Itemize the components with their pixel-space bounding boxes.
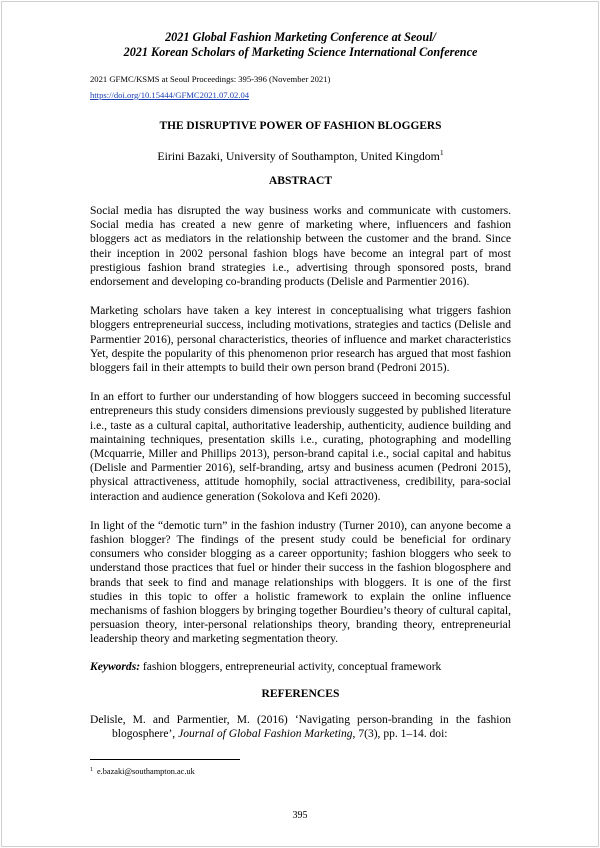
- reference-item: [90, 713, 511, 741]
- reference-journal: Journal of Global Fashion Marketing: [178, 728, 353, 741]
- paper-title: THE DISRUPTIVE POWER OF FASHION BLOGGERS: [159, 120, 442, 132]
- abstract-paragraph-3: In an effort to further our understanding of how bloggers succeed in becoming successful entrepreneurs this study considers dimensions previously suggested by published literature i.e., taste as a cultural capital, authoritative leadership, authenticity, audience building and maintaining techniques, presentation skills i.e., curating, photographing and modelling (Mcquarrie, Miller and Phillips 2013), person-brand capital i.e., social capital and habitus (Delisle and Parmentier 2016), self-branding, artsy and business acumen (Pedroni 2015), physical attractiveness, attitude homophily, social attractiveness, credibility, para-social interaction and audience generation (Sokolova and Kefi 2020).: [90, 391, 511, 503]
- author-line: [90, 146, 511, 163]
- paper-page: [90, 30, 511, 741]
- references-heading: REFERENCES: [261, 686, 340, 700]
- reference-details: , 7(3), pp. 1–14. doi:: [352, 728, 448, 741]
- conference-line-1: 2021 Global Fashion Marketing Conference at Seoul/: [165, 30, 436, 44]
- page-number: 395: [292, 810, 308, 821]
- footnote-divider: [90, 759, 240, 760]
- abstract-paragraph-2: Marketing scholars have taken a key interest in conceptualising what triggers fashion bloggers entrepreneurial success, including motivations, strategies and tactics (Delisle and Parmentier 2016), personal characteristics, theories of influence and market characteristics Yet, despite the popularity of this phenomenon prior research has argued that most fashion bloggers fail in their attempts to build their own person brand (Pedroni 2015).: [90, 305, 511, 375]
- conference-line-2: 2021 Korean Scholars of Marketing Science International Conference: [123, 45, 478, 59]
- reference-authors-title: Delisle, M. and Parmentier, M. (2016) ‘Navigating person-branding in the fashion blogosphere’,: [90, 713, 511, 741]
- abstract-paragraph-4: In light of the “demotic turn” in the fashion industry (Turner 2010), can anyone become a fashion blogger? The findings of the present study could be beneficial for ordinary consumers who consider blogging as a career opportunity; fashion bloggers who seek to understand those practices that fuel or hinder their success in the fashion blogosphere and brands that seek to find and manage relationships with bloggers. It is one of the first studies in this topic to offer a holistic framework to explain the online influence mechanisms of fashion bloggers by bringing together Bourdieu’s theory of cultural capital, persuasion theory, inter-personal relationships theory, branding theory, entrepreneurial leadership theory and marketing segmentation theory.: [90, 519, 511, 646]
- keywords-line: [90, 660, 511, 674]
- author-footnote-mark: 1: [439, 148, 444, 157]
- abstract-paragraph-1: Social media has disrupted the way business works and communicate with customers. Social media has created a new genre of marketing where, influencers and fashion bloggers act as mediators in the relationship between the customer and the brand. Since their inception in 2002 personal fashion blogs have become an integral part of most prestigious fashion brand strategies i.e., advertising through sponsored posts, brand endorsement and developing co-branding products (Delisle and Parmentier 2016).: [90, 205, 511, 289]
- keywords-label: Keywords:: [90, 660, 141, 673]
- abstract-heading: ABSTRACT: [268, 174, 333, 187]
- footnote-mark: 1: [90, 767, 93, 773]
- keywords-text: fashion bloggers, entrepreneurial activity, conceptual framework: [140, 660, 442, 673]
- doi-link[interactable]: https://doi.org/10.15444/GFMC2021.07.02.04: [90, 90, 250, 100]
- conference-title: [90, 30, 511, 60]
- footnote: [90, 765, 195, 777]
- footnote-email: e.bazaki@southampton.ac.uk: [97, 767, 195, 776]
- proceedings-info: 2021 GFMC/KSMS at Seoul Proceedings: 395-396 (November 2021): [90, 74, 331, 84]
- author-name-affiliation: Eirini Bazaki, University of Southampton, United Kingdom: [157, 149, 440, 163]
